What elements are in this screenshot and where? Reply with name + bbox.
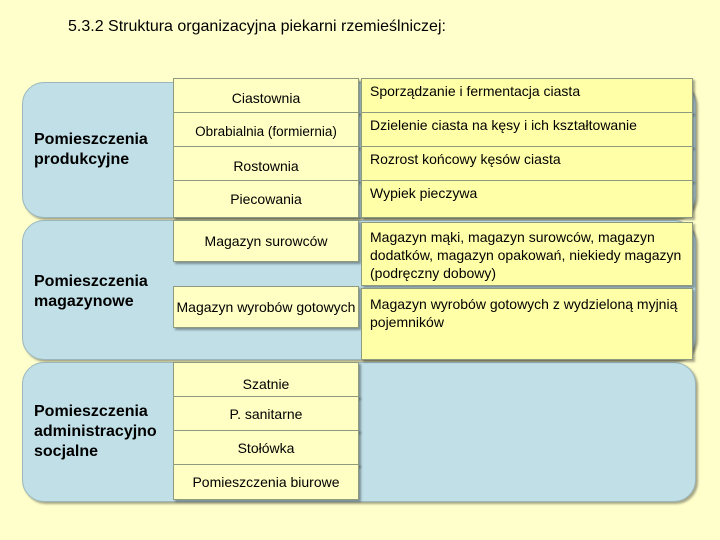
group-admin-label <box>34 402 157 462</box>
room-magazyn-surowcow: Magazyn surowców <box>173 220 359 262</box>
desc-obrabialnia: Dzielenie ciasta na kęsy i ich kształtowanie <box>361 112 693 148</box>
room-p-sanitarne: P. sanitarne <box>173 396 359 432</box>
room-szatnie: Szatnie <box>173 362 359 398</box>
group-label-line: magazynowe <box>34 293 134 310</box>
group-production-label <box>34 130 148 170</box>
group-label-line: administracyjno <box>34 423 157 440</box>
desc-ciastownia: Sporządzanie i fermentacja ciasta <box>361 78 693 114</box>
group-label-line: Pomieszczenia <box>34 403 148 420</box>
desc-magazyn-surowcow: Magazyn mąki, magazyn surowców, magazyn dodatków, magazyn opakowań, niekiedy magazyn (podręczny dobowy) <box>361 222 693 286</box>
room-ciastownia: Ciastownia <box>173 78 359 114</box>
page-title: 5.3.2 Struktura organizacyjna piekarni rzemieślniczej: <box>68 18 446 35</box>
room-stolowka: Stołówka <box>173 430 359 466</box>
room-piecowania: Piecowania <box>173 180 359 218</box>
desc-piecowania: Wypiek pieczywa <box>361 180 693 218</box>
group-storage-label <box>34 272 148 312</box>
group-label-line: produkcyjne <box>34 151 130 168</box>
desc-rostownia: Rozrost końcowy kęsów ciasta <box>361 146 693 182</box>
room-rostownia: Rostownia <box>173 146 359 182</box>
group-label-line: Pomieszczenia <box>34 273 148 290</box>
group-label-line: Pomieszczenia <box>34 131 148 148</box>
room-biurowe: Pomieszczenia biurowe <box>173 464 359 500</box>
group-label-line: socjalne <box>34 443 99 460</box>
room-magazyn-wyrobow: Magazyn wyrobów gotowych <box>173 286 359 328</box>
room-obrabialnia: Obrabialnia (formiernia) <box>173 112 359 148</box>
desc-magazyn-wyrobow: Magazyn wyrobów gotowych z wydzieloną myjnią pojemników <box>361 288 693 360</box>
